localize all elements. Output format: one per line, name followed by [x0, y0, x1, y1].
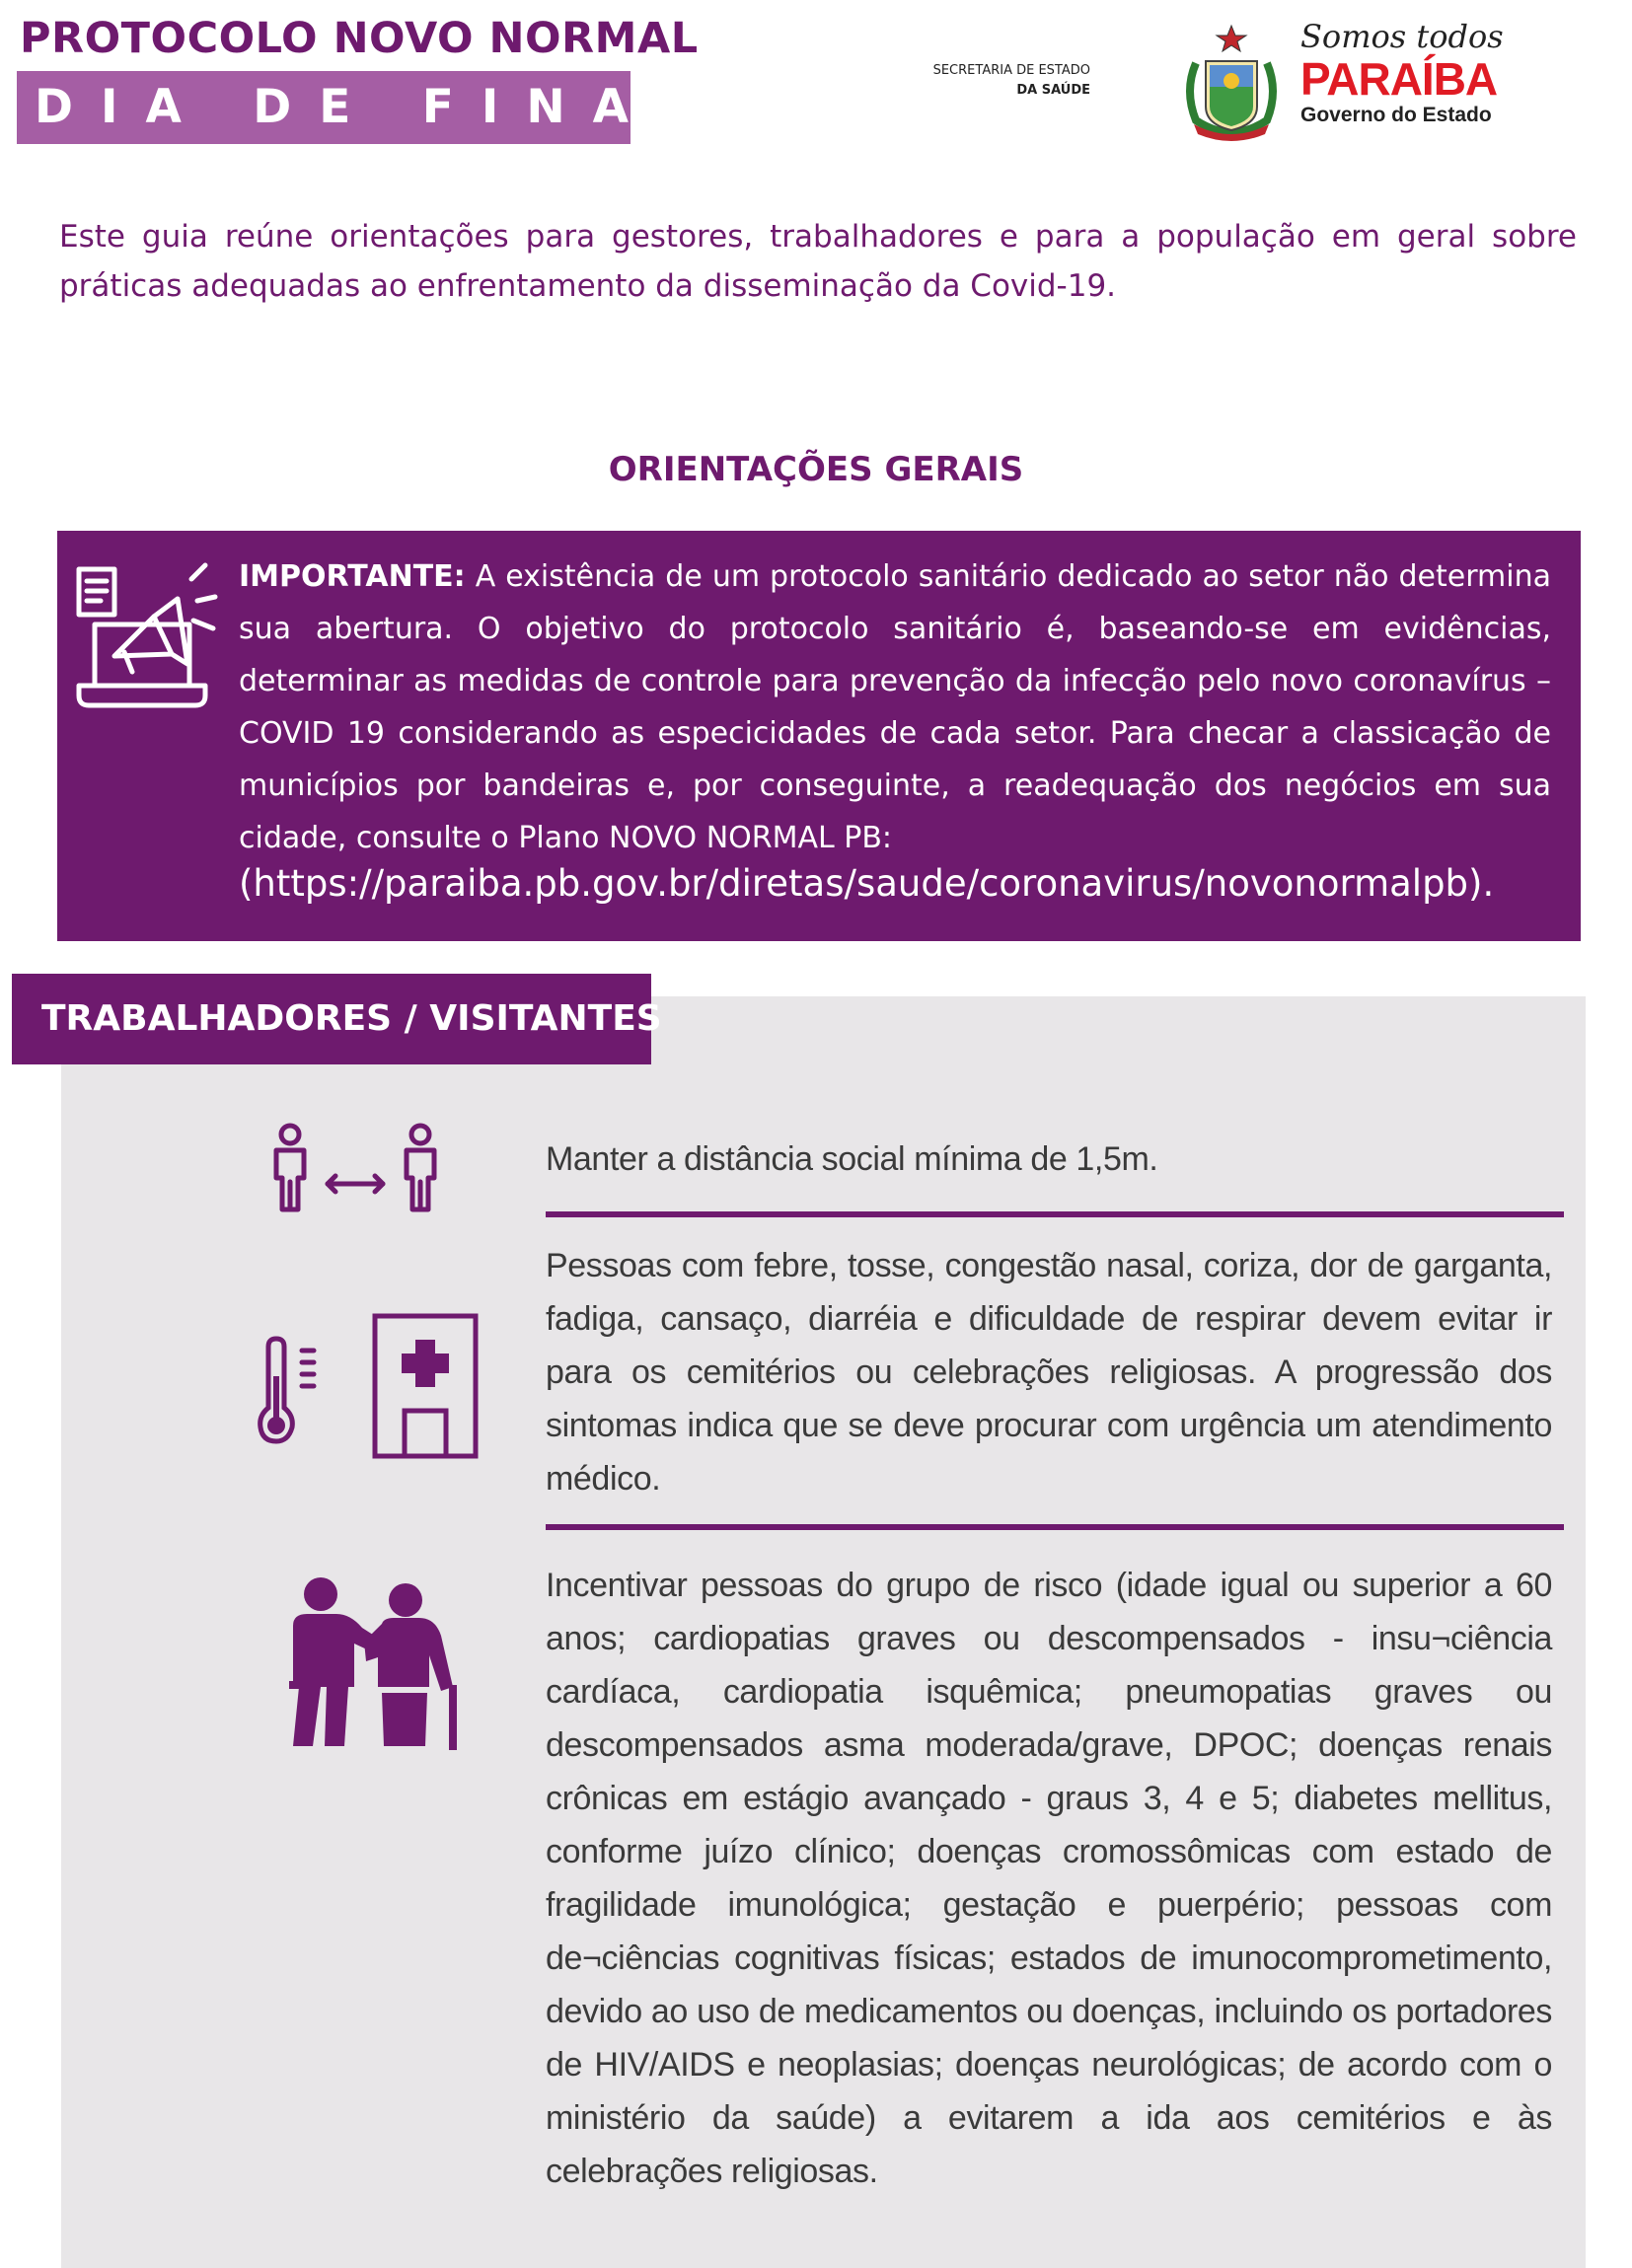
elderly-people-icon	[279, 1576, 463, 1750]
announcement-laptop-icon	[75, 557, 233, 735]
guideline-distance: Manter a distância social mínima de 1,5m.	[546, 1140, 1158, 1178]
guideline-symptoms: Pessoas com febre, tosse, congestão nasal, coriza, dor de garganta, fadiga, cansaço, diarréia e dificuldade de respirar devem evitar ir para os cemitérios ou celebrações religiosas. A progressão dos sintomas indica que se deve procurar com urgência um atendimento médico.	[546, 1247, 1552, 1498]
social-distance-icon	[266, 1123, 444, 1213]
important-text	[239, 550, 1551, 864]
divider	[546, 1524, 1564, 1530]
page-subtitle-band: DIA DE FINADOS	[17, 71, 631, 144]
coat-of-arms-icon	[1174, 22, 1289, 142]
intro-paragraph: Este guia reúne orientações para gestores, trabalhadores e para a população em geral sobre práticas adequadas ao enfrentamento da disseminação da Covid-19.	[59, 219, 1577, 304]
guideline-risk-group: Incentivar pessoas do grupo de risco (idade igual ou superior a 60 anos; cardiopatias graves ou descompensados - insu¬ciência cardíaca, cardiopatia isquêmica; pneumopatias graves ou descompensados asma moderada/grave, DPOC; doenças renais crônicas em estágio avançado - graus 3, 4 e 5; diabetes mellitus, conforme juízo clínico; doenças cromossômicas com estado de fragilidade imunológica; gestação e puerpério; pessoas com de¬ciências cognitivas físicas; estados de imunocomprometimento, devido ao uso de medicamentos ou doenças, incluindo os portadores de HIV/AIDS e neoplasias; doenças neurológicas; de acordo com o ministério da saúde) a evitarem a ida aos cemitérios e às celebrações religiosas.	[546, 1567, 1552, 2190]
section-title-workers: TRABALHADORES / VISITANTES	[12, 974, 651, 1064]
secretaria-line2: DA SAÚDE	[1016, 83, 1090, 98]
plan-url: (https://paraiba.pb.gov.br/diretas/saude/coronavirus/novonormalpb).	[239, 862, 1495, 905]
important-body: A existência de um protocolo sanitário dedicado ao setor não determina sua abertura. O objetivo do protocolo sanitário é, baseando-se em evidências, determinar as medidas de controle para prevenção da infecção pelo novo coronavírus – COVID 19 considerando as especicidades de cada setor. Para checar a classicação de municípios por bandeiras e, por conseguinte, a readequação dos negócios em sua cidade, consulte o Plano NOVO NORMAL PB:	[239, 559, 1551, 855]
section-title-general: ORIENTAÇÕES GERAIS	[608, 450, 1024, 489]
brand-logo	[1300, 18, 1504, 128]
secretaria-label	[893, 61, 1090, 101]
divider	[546, 1211, 1564, 1217]
brand-tagline: Somos todos	[1300, 18, 1504, 55]
important-label: IMPORTANTE:	[239, 559, 466, 594]
brand-name: PARAÍBA	[1300, 53, 1498, 105]
brand-sub: Governo do Estado	[1300, 104, 1492, 126]
page-title: PROTOCOLO NOVO NORMAL	[20, 14, 699, 63]
thermometer-icon	[255, 1337, 324, 1445]
secretaria-line1: SECRETARIA DE ESTADO	[932, 63, 1090, 78]
hospital-icon	[371, 1312, 480, 1460]
